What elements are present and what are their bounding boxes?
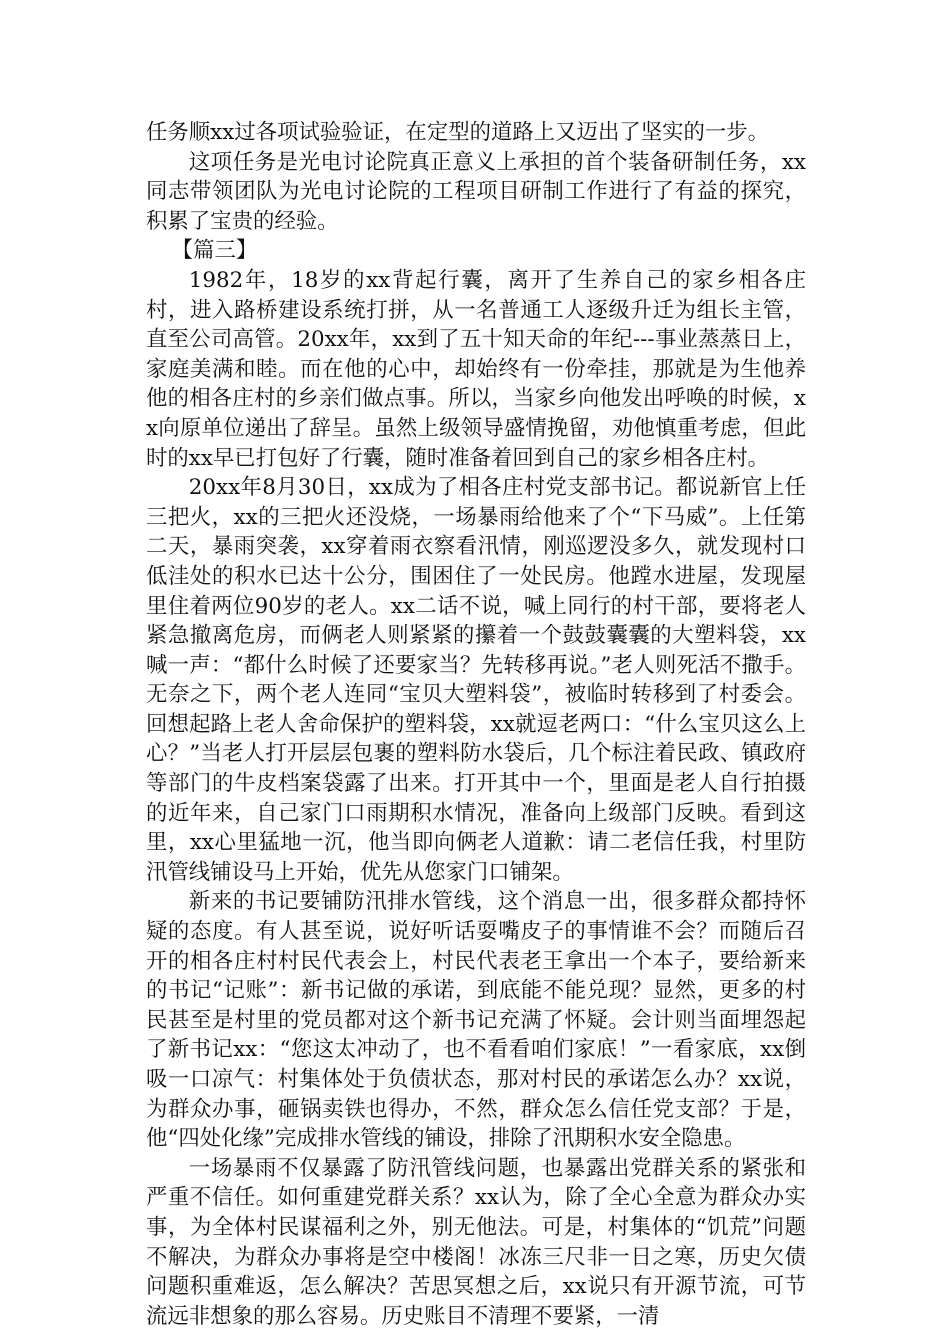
paragraph-continuation: 任务顺xx过各项试验验证，在定型的道路上又迈出了坚实的一步。 — [146, 120, 770, 145]
document-page — [146, 118, 806, 1331]
paragraph-background: 1982年，18岁的xx背起行囊，离开了生养自己的家乡相各庄村，进入路桥建设系统打拼，从一名普通工人逐级升迁为组长主管，直至公司高管。20xx年，xx到了五十知天命的年纪---事业蒸蒸日上，家庭美满和睦。而在他的心中，却始终有一份牵挂，那就是为生他养他的相各庄村的乡亲们做点事。所以，当家乡向他发出呼唤的时候，xx向原单位递出了辞呈。虽然上级领导盛情挽留，劝他慎重考虑，但此时的xx早已打包好了行囊，随时准备着回到自己的家乡相各庄村。 — [146, 267, 806, 471]
paragraph-drainage-pipeline: 新来的书记要铺防汛排水管线，这个消息一出，很多群众都持怀疑的态度。有人甚至说，说好听话耍嘴皮子的事情谁不会？而随后召开的相各庄村村民代表会上，村民代表老王拿出一个本子，要给新来的书记“记账”：新书记做的承诺，到底能不能兑现？显然，更多的村民甚至是村里的党员都对这个新书记充满了怀疑。会计则当面埋怨起了新书记xx：“您这太冲动了，也不看看咱们家底！”一看家底，xx倒吸一口凉气：村集体处于负债状态，那对村民的承诺怎么办？xx说，为群众办事，砸锅卖铁也得办，不然，群众怎么信任党支部？于是，他“四处化缘”完成排水管线的铺设，排除了汛期积水安全隐患。 — [146, 889, 806, 1152]
section-heading-part-three: 【篇三】 — [171, 238, 258, 264]
paragraph-trust-rebuilding: 一场暴雨不仅暴露了防汛管线问题，也暴露出党群关系的紧张和严重不信任。如何重建党群关系？xx认为，除了全心全意为群众办实事，为全体村民谋福利之外，别无他法。可是，村集体的“饥荒”问题不解决，为群众办事将是空中楼阁！冰冻三尺非一日之寒，历史欠债问题积重难返，怎么解决？苦思冥想之后，xx说只有开源节流，可节流远非想象的那么容易。历史账目不清理不要紧，一清 — [146, 1155, 806, 1329]
paragraph-project-summary: 这项任务是光电讨论院真正意义上承担的首个装备研制任务，xx同志带领团队为光电讨论院的工程项目研制工作进行了有益的探究，积累了宝贵的经验。 — [146, 149, 806, 234]
paragraph-storm-rescue: 20xx年8月30日，xx成为了相各庄村党支部书记。都说新官上任三把火，xx的三把火还没烧，一场暴雨给他来了个“下马威”。上任第二天，暴雨突袭，xx穿着雨衣察看汛情，刚巡逻没多久，就发现村口低洼处的积水已达十公分，围困住了一处民房。他蹚水进屋，发现屋里住着两位90岁的老人。xx二话不说，喊上同行的村干部，要将老人紧急撤离危房，而俩老人则紧紧的攥着一个鼓鼓囊囊的大塑料袋，xx喊一声：“都什么时候了还要家当？先转移再说。”老人则死活不撒手。无奈之下，两个老人连同“宝贝大塑料袋”，被临时转移到了村委会。回想起路上老人舍命保护的塑料袋，xx就逗老两口：“什么宝贝这么上心？”当老人打开层层包裹的塑料防水袋后，几个标注着民政、镇政府等部门的牛皮档案袋露了出来。打开其中一个，里面是老人自行拍摄的近年来，自己家门口雨期积水情况，准备向上级部门反映。看到这里，xx心里猛地一沉，他当即向俩老人道歉：请二老信任我，村里防汛管线铺设马上开始，优先从您家门口铺架。 — [146, 475, 806, 885]
